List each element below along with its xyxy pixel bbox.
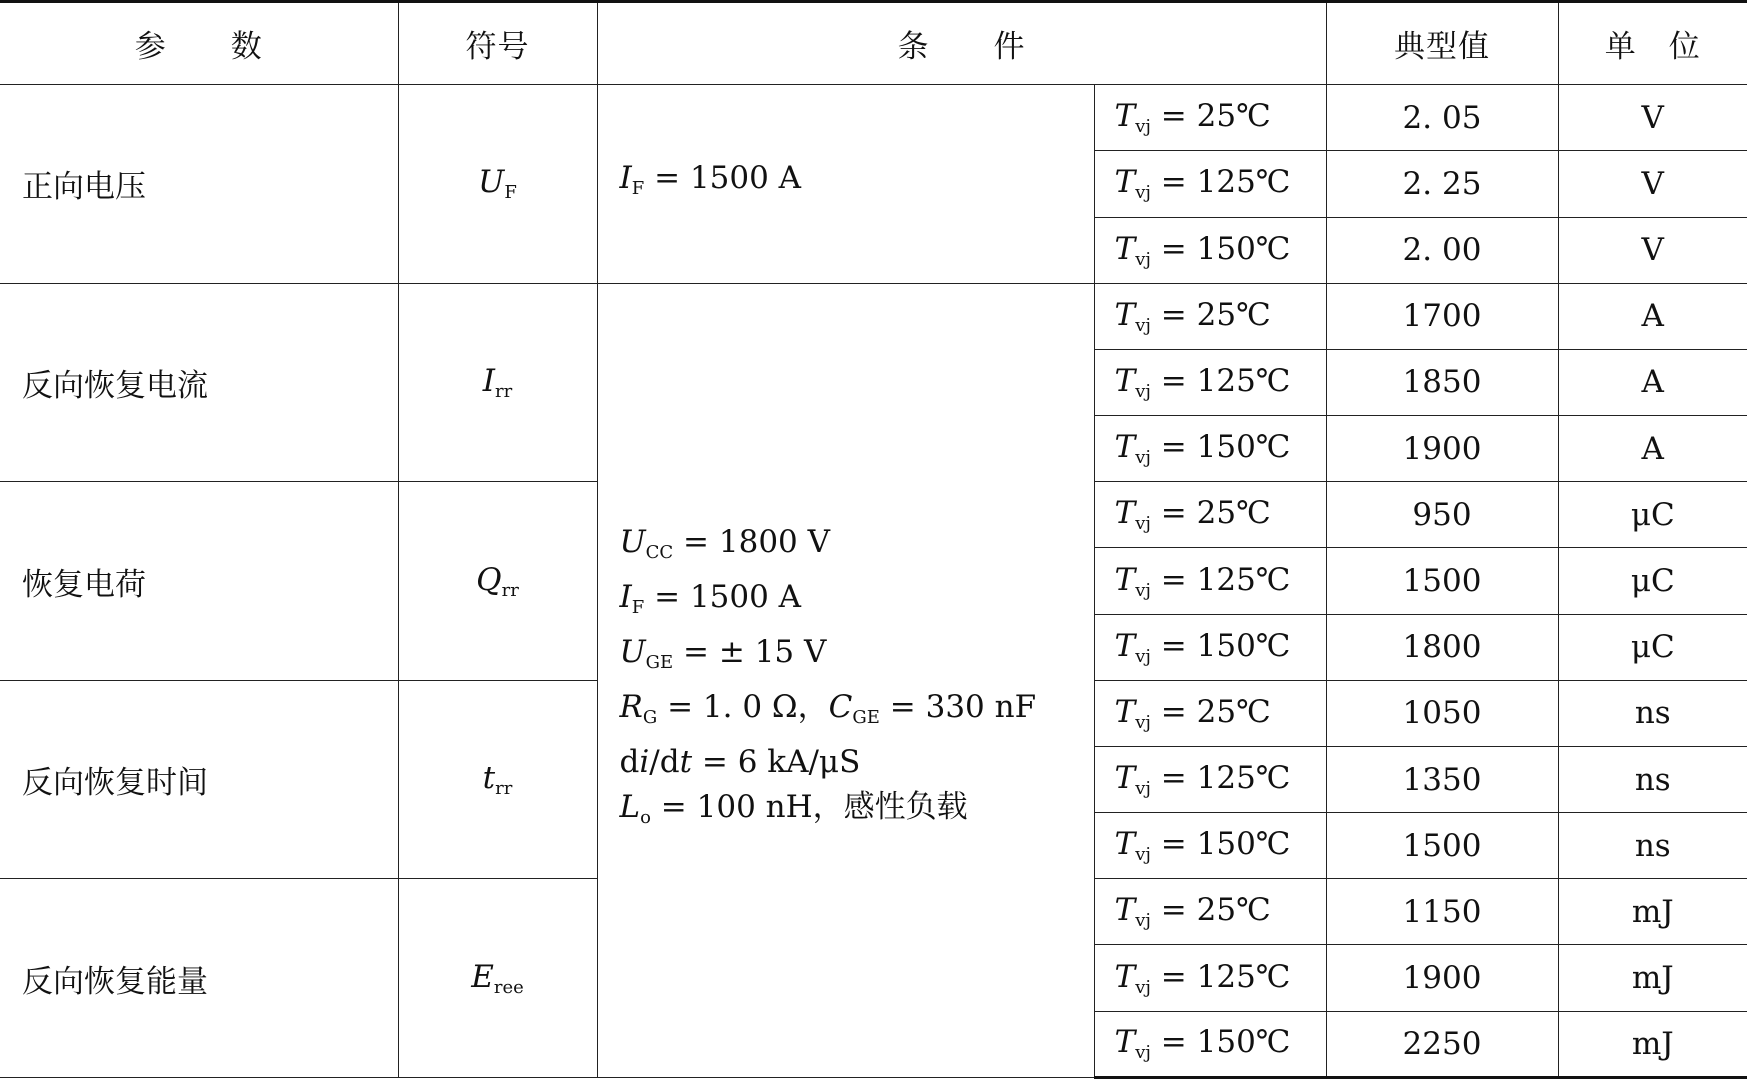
- table-row: [0, 283, 1747, 349]
- unit-value: μC: [1558, 614, 1747, 680]
- tvj-condition: $T_{vj}$ = 25℃: [1094, 482, 1326, 548]
- param-symbol: $E_{ree}$: [398, 879, 597, 1078]
- unit-value: μC: [1558, 548, 1747, 614]
- typical-value: 1800: [1326, 614, 1558, 680]
- param-symbol: $I_{rr}$: [398, 283, 597, 482]
- tvj-condition: $T_{vj}$ = 125℃: [1094, 945, 1326, 1011]
- typical-value: 1500: [1326, 548, 1558, 614]
- param-name: 反向恢复时间: [0, 680, 398, 879]
- typical-value: 1900: [1326, 416, 1558, 482]
- typical-value: 1150: [1326, 879, 1558, 945]
- unit-value: A: [1558, 349, 1747, 415]
- unit-value: A: [1558, 416, 1747, 482]
- tvj-condition: $T_{vj}$ = 25℃: [1094, 283, 1326, 349]
- unit-value: μC: [1558, 482, 1747, 548]
- param-name: 反向恢复能量: [0, 879, 398, 1078]
- header-unit: 单 位: [1558, 2, 1747, 85]
- tvj-condition: $T_{vj}$ = 25℃: [1094, 680, 1326, 746]
- typical-value: 1900: [1326, 945, 1558, 1011]
- unit-value: A: [1558, 283, 1747, 349]
- tvj-condition: $T_{vj}$ = 150℃: [1094, 217, 1326, 283]
- condition-line: $R_G = 1$. 0 Ω，$C_{GE} = 330$ nF: [619, 689, 1037, 729]
- tvj-condition: $T_{vj}$ = 25℃: [1094, 85, 1326, 151]
- tvj-condition: $T_{vj}$ = 150℃: [1094, 1011, 1326, 1077]
- typical-value: 1850: [1326, 349, 1558, 415]
- tvj-condition: $T_{vj}$ = 150℃: [1094, 614, 1326, 680]
- param-name: 恢复电荷: [0, 482, 398, 681]
- tvj-condition: $T_{vj}$ = 125℃: [1094, 349, 1326, 415]
- condition-line: $I_F = 1500$ A: [619, 579, 802, 619]
- param-name: 正向电压: [0, 85, 398, 284]
- table-row: [0, 85, 1747, 151]
- forward-voltage-condition: $I_F = 1500$ A: [597, 85, 1094, 284]
- tvj-condition: $T_{vj}$ = 150℃: [1094, 813, 1326, 879]
- param-symbol: $U_F$: [398, 85, 597, 284]
- header-parameter: 参 数: [0, 2, 398, 85]
- tvj-condition: $T_{vj}$ = 125℃: [1094, 548, 1326, 614]
- header-condition: 条 件: [597, 2, 1326, 85]
- unit-value: ns: [1558, 746, 1747, 812]
- param-symbol: $Q_{rr}$: [398, 482, 597, 681]
- typical-value: 1050: [1326, 680, 1558, 746]
- unit-value: mJ: [1558, 945, 1747, 1011]
- header-symbol: 符号: [398, 2, 597, 85]
- typical-value: 1700: [1326, 283, 1558, 349]
- typical-value: 1350: [1326, 746, 1558, 812]
- switching-test-conditions: [597, 283, 1094, 1077]
- unit-value: ns: [1558, 680, 1747, 746]
- typical-value: 2250: [1326, 1011, 1558, 1077]
- condition-line: $U_{CC} = 1800$ V: [619, 524, 831, 564]
- tvj-condition: $T_{vj}$ = 25℃: [1094, 879, 1326, 945]
- typical-value: 950: [1326, 482, 1558, 548]
- unit-value: V: [1558, 217, 1747, 283]
- condition-line: di/dt = 6 kA/μS: [619, 744, 861, 781]
- param-symbol: $t_{rr}$: [398, 680, 597, 879]
- tvj-condition: $T_{vj}$ = 125℃: [1094, 151, 1326, 217]
- unit-value: V: [1558, 85, 1747, 151]
- typical-value: 2. 00: [1326, 217, 1558, 283]
- unit-value: mJ: [1558, 1011, 1747, 1077]
- tvj-condition: $T_{vj}$ = 125℃: [1094, 746, 1326, 812]
- typical-value: 1500: [1326, 813, 1558, 879]
- condition-line: $L_o = 100$ nH，感性负载: [619, 789, 968, 829]
- condition-line: $U_{GE}$ = ± 15 V: [619, 634, 827, 674]
- unit-value: ns: [1558, 813, 1747, 879]
- tvj-condition: $T_{vj}$ = 150℃: [1094, 416, 1326, 482]
- typical-value: 2. 25: [1326, 151, 1558, 217]
- header-row: [0, 2, 1747, 85]
- unit-value: V: [1558, 151, 1747, 217]
- param-name: 反向恢复电流: [0, 283, 398, 482]
- unit-value: mJ: [1558, 879, 1747, 945]
- typical-value: 2. 05: [1326, 85, 1558, 151]
- header-typical-value: 典型值: [1326, 2, 1558, 85]
